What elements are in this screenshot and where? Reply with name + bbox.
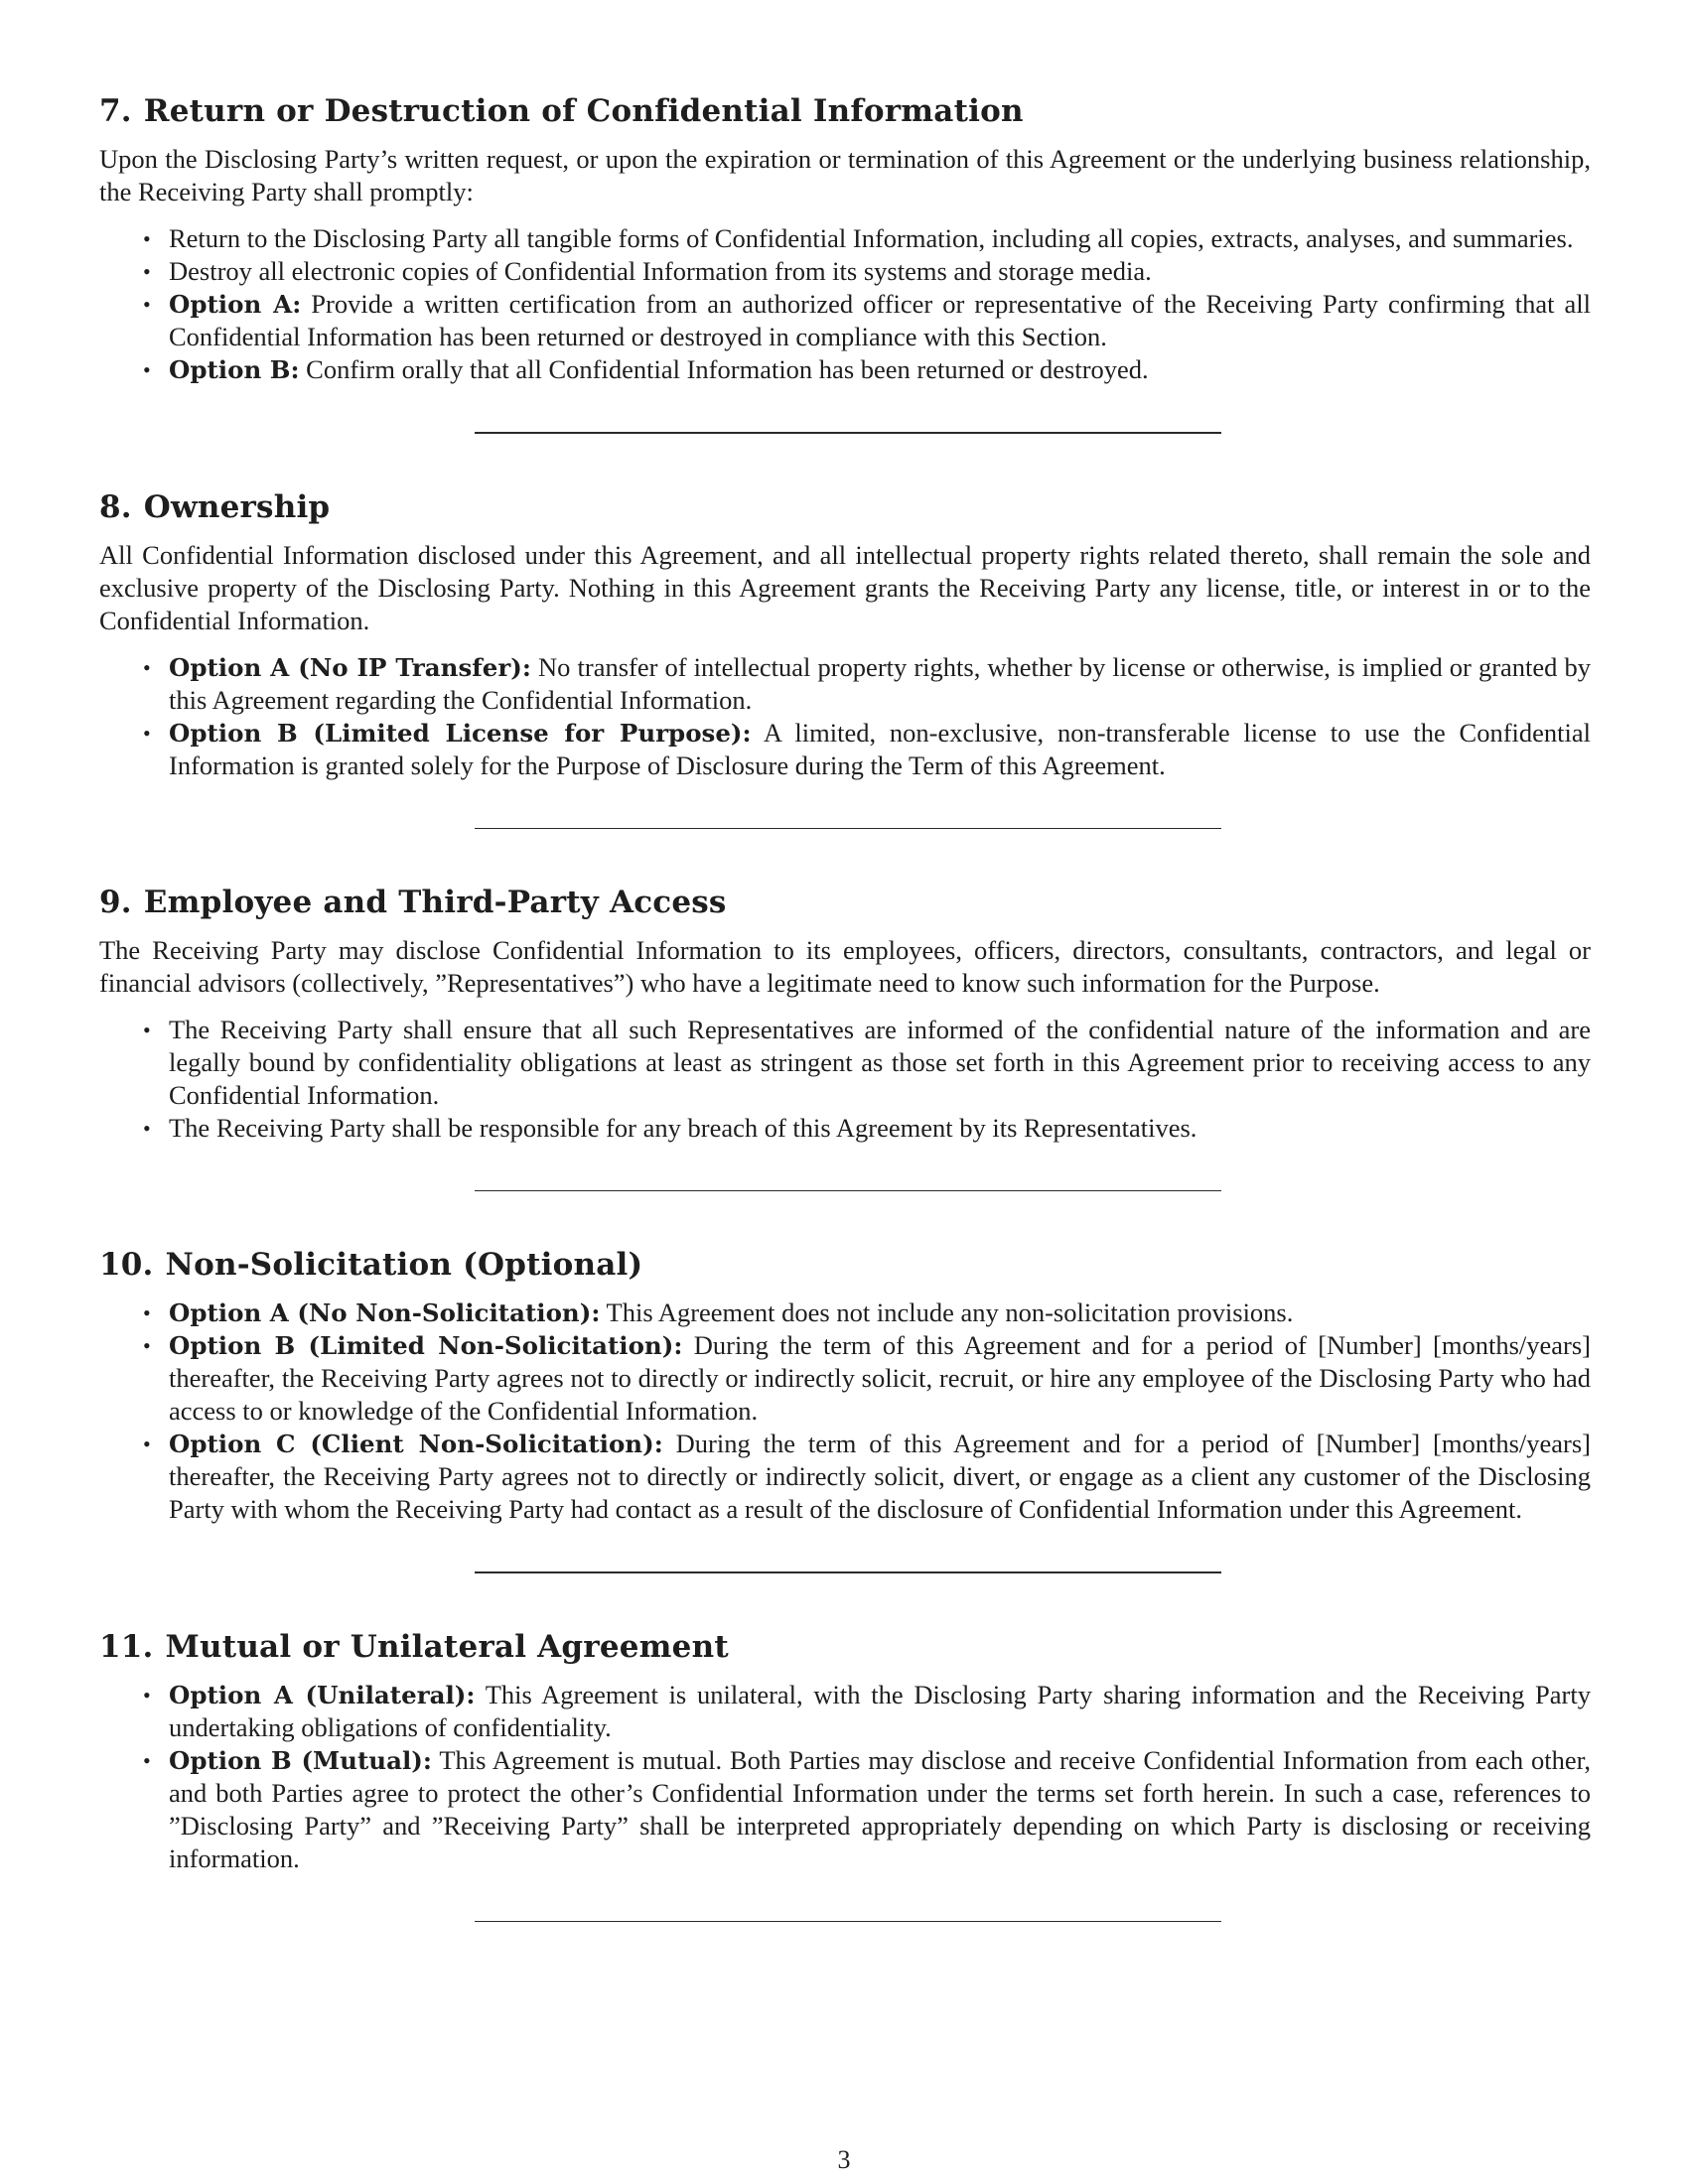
section-9-list: [99, 1014, 1591, 1145]
list-item: [143, 1297, 1591, 1329]
item-text: Destroy all electronic copies of Confidential Information from its systems and storage media.: [169, 256, 1152, 286]
list-item: [143, 353, 1591, 386]
item-label: Option A:: [169, 290, 302, 319]
section-number: 10.: [99, 1247, 154, 1283]
section-8-heading: [99, 487, 1591, 527]
section-8-intro: All Confidential Information disclosed under this Agreement, and all intellectual property rights related thereto, shall remain the sole and exclusive property of the Disclosing Party. Nothing in this Agreement grants the Receiving Party any license, title, or interest in or to the Confidential Information.: [99, 540, 1591, 635]
item-text: The Receiving Party shall be responsible for any breach of this Agreement by its Representatives.: [169, 1113, 1197, 1143]
section-title: Mutual or Unilateral Agreement: [165, 1629, 729, 1665]
section-title: Non-Solicitation (Optional): [165, 1247, 643, 1283]
section-10-list: [99, 1297, 1591, 1526]
item-label: Option A (Unilateral):: [169, 1681, 476, 1709]
section-number: 11.: [99, 1629, 154, 1665]
bullet-icon: •: [143, 721, 151, 746]
list-item: [143, 1112, 1591, 1145]
bullet-icon: •: [143, 1748, 151, 1773]
list-item: [143, 255, 1591, 288]
item-text: During the term of this Agreement and for a period of [Number] [months/years] thereafter, the Receiving Party agrees not to directly or indirectly solicit, recruit, or hire any employee of the Disclosing Party who had access to or knowledge of the Confidential Information.: [169, 1330, 1592, 1426]
item-text: Return to the Disclosing Party all tangible forms of Confidential Information, including all copies, extracts, analyses, and summaries.: [169, 223, 1574, 253]
item-text: No transfer of intellectual property rights, whether by license or otherwise, is implied or granted by this Agreement regarding the Confidential Information.: [169, 652, 1591, 715]
item-label: Option A (No Non-Solicitation):: [169, 1298, 601, 1327]
section-11-list: [99, 1679, 1591, 1875]
bullet-icon: •: [143, 1683, 151, 1707]
item-label: Option B (Limited License for Purpose):: [169, 719, 752, 748]
section-9-intro: The Receiving Party may disclose Confidential Information to its employees, officers, directors, consultants, contractors, and legal or financial advisors (collectively, ”Representatives”) who have a legitimate need to know such information for the Purpose.: [99, 935, 1591, 998]
section-7-heading: [99, 91, 1591, 131]
spacer: [99, 1573, 1591, 1627]
bullet-icon: •: [143, 655, 151, 680]
section-number: 8.: [99, 489, 132, 525]
item-label: Option C (Client Non-Solicitation):: [169, 1430, 663, 1458]
item-label: Option B (Limited Non-Solicitation):: [169, 1331, 683, 1360]
bullet-icon: •: [143, 259, 151, 284]
section-11-heading: [99, 1627, 1591, 1667]
section-7-list: [99, 222, 1591, 386]
spacer: [99, 434, 1591, 487]
bullet-icon: •: [143, 1116, 151, 1141]
item-text: This Agreement is unilateral, with the Disclosing Party sharing information and the Receiving Party undertaking obligations of confidentiality.: [169, 1680, 1591, 1742]
item-label: Option B (Mutual):: [169, 1746, 432, 1775]
list-item: [143, 1679, 1591, 1744]
spacer: [99, 829, 1591, 883]
bullet-icon: •: [143, 1300, 151, 1325]
section-8-list: [99, 651, 1591, 782]
list-item: [143, 1014, 1591, 1112]
bullet-icon: •: [143, 1018, 151, 1042]
item-text: A limited, non-exclusive, non-transferable license to use the Confidential Information is granted solely for the Purpose of Disclosure during the Term of this Agreement.: [169, 718, 1591, 780]
list-item: [143, 651, 1591, 717]
list-item: [143, 222, 1591, 255]
section-title: Ownership: [143, 489, 331, 525]
section-divider: [475, 1921, 1221, 1922]
section-10-heading: [99, 1245, 1591, 1285]
bullet-icon: •: [143, 357, 151, 382]
list-item: [143, 1329, 1592, 1428]
section-number: 7.: [99, 93, 132, 129]
list-item: [143, 717, 1591, 782]
item-label: Option B:: [169, 355, 300, 384]
item-text: During the term of this Agreement and for a period of [Number] [months/years] thereafter, the Receiving Party agrees not to directly or indirectly solicit, divert, or engage as a client any customer of the Disclosing Party with whom the Receiving Party had contact as a result of the disclosure of Confidential Information under this Agreement.: [169, 1429, 1591, 1524]
item-text: Provide a written certification from an authorized officer or representative of the Receiving Party confirming that all Confidential Information has been returned or destroyed in compliance with this Section.: [169, 289, 1591, 351]
bullet-icon: •: [143, 1432, 151, 1456]
item-text: Confirm orally that all Confidential Information has been returned or destroyed.: [306, 354, 1149, 384]
bullet-icon: •: [143, 292, 151, 317]
document-page: [99, 91, 1591, 1922]
spacer: [99, 1191, 1591, 1245]
section-9-heading: [99, 883, 1591, 922]
section-7-intro: Upon the Disclosing Party’s written request, or upon the expiration or termination of this Agreement or the underlying business relationship, the Receiving Party shall promptly:: [99, 144, 1591, 206]
item-text: This Agreement does not include any non-solicitation provisions.: [606, 1297, 1294, 1327]
page-number: 3: [837, 2145, 851, 2174]
list-item: [143, 288, 1591, 353]
bullet-icon: •: [143, 1333, 151, 1358]
item-text: This Agreement is mutual. Both Parties may disclose and receive Confidential Information from each other, and both Parties agree to protect the other’s Confidential Information under the terms set forth herein. In such a case, references to ”Disclosing Party” and ”Receiving Party” shall be interpreted appropriately depending on which Party is disclosing or receiving information.: [169, 1745, 1591, 1873]
bullet-icon: •: [143, 226, 151, 251]
section-title: Employee and Third-Party Access: [143, 885, 727, 920]
list-item: [143, 1428, 1591, 1526]
section-number: 9.: [99, 885, 132, 920]
item-label: Option A (No IP Transfer):: [169, 653, 531, 682]
list-item: [143, 1744, 1591, 1875]
section-title: Return or Destruction of Confidential Information: [143, 93, 1024, 129]
item-text: The Receiving Party shall ensure that all such Representatives are informed of the confidential nature of the information and are legally bound by confidentiality obligations at least as stringent as those set forth in this Agreement prior to receiving access to any Confidential Information.: [169, 1015, 1591, 1110]
